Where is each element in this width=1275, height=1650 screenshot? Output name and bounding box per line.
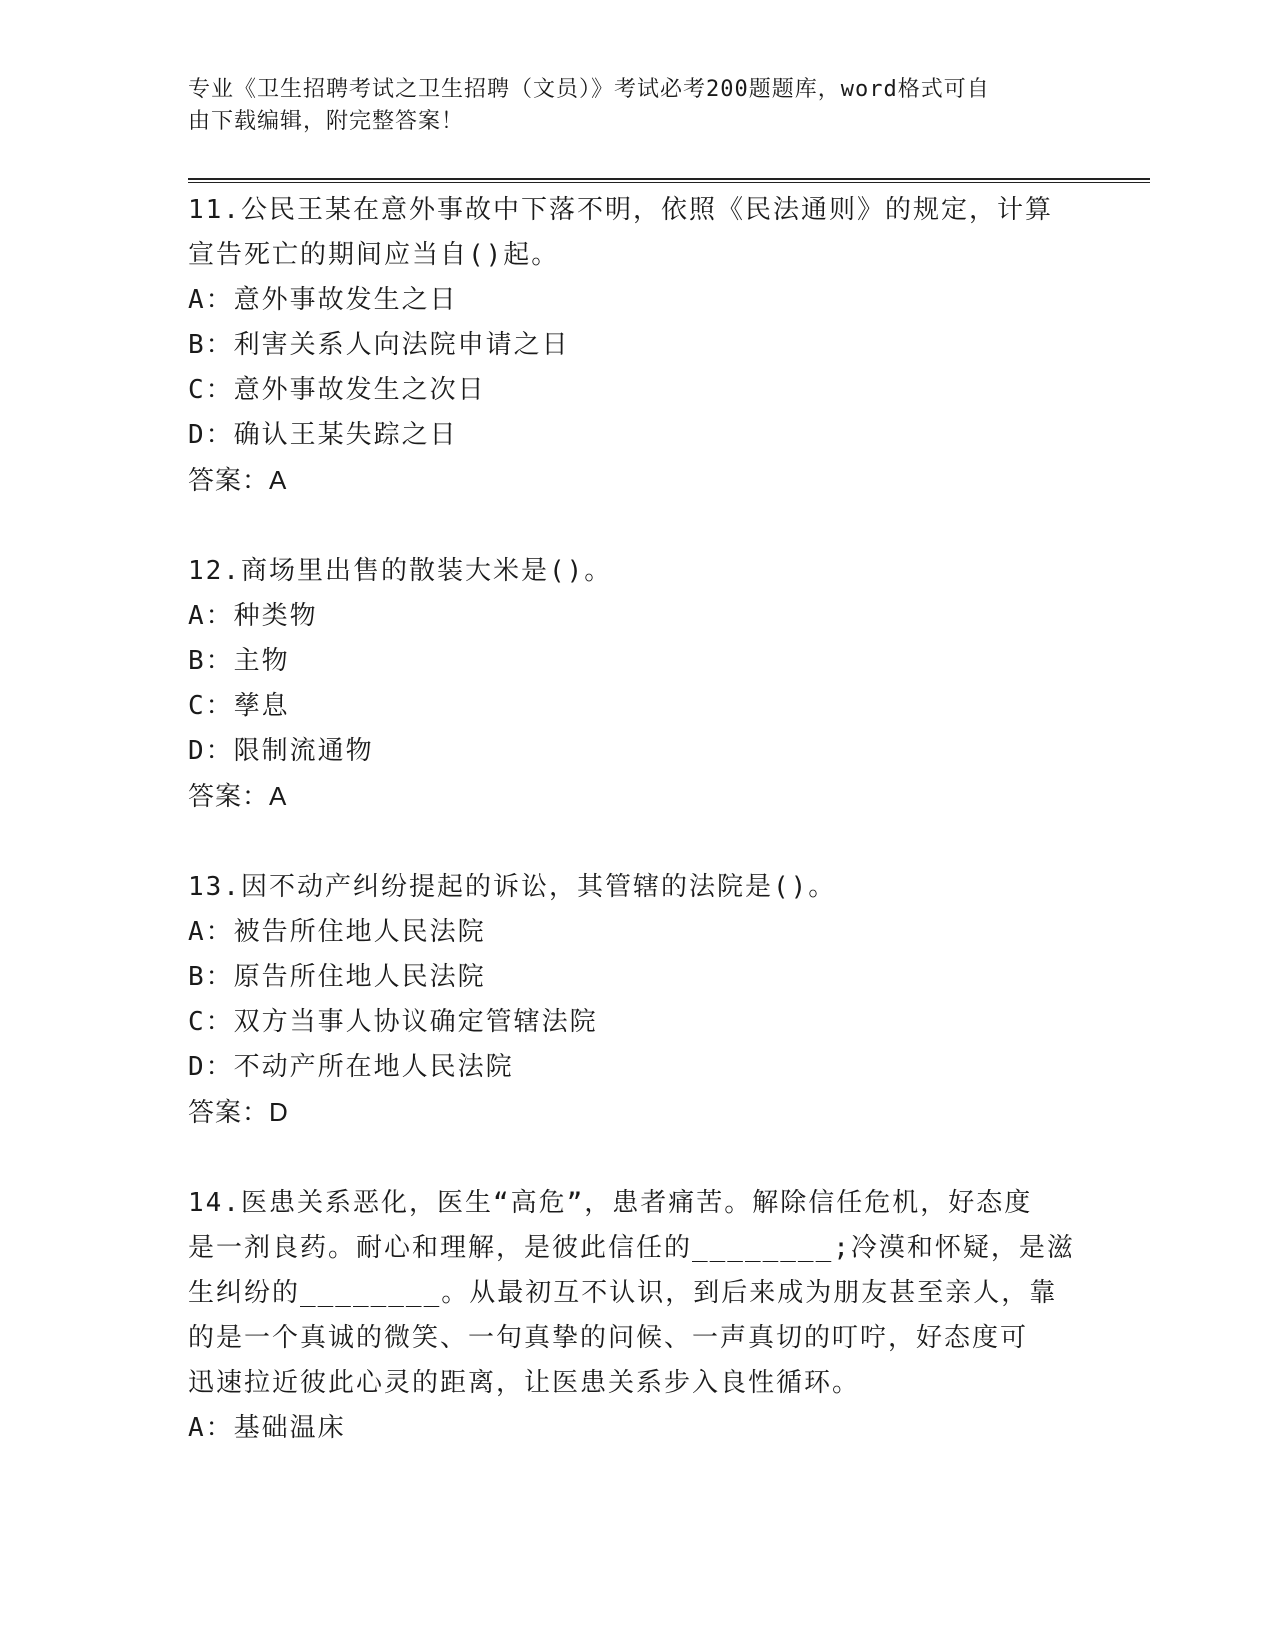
option-d: D：不动产所在地人民法院 [188, 1052, 514, 1082]
header-line-2: 由下载编辑，附完整答案！ [188, 109, 465, 134]
question-12 [188, 549, 1088, 819]
document-header [188, 74, 1068, 138]
header-divider [188, 178, 1150, 183]
question-text-line: 的是一个真诚的微笑、一句真挚的问候、一声真切的叮咛，好态度可 [188, 1323, 1029, 1353]
header-line-1: 专业《卫生招聘考试之卫生招聘（文员）》考试必考200题题库，word格式可自 [188, 77, 990, 102]
question-text-line: 迅速拉近彼此心灵的距离，让医患关系步入良性循环。 [188, 1368, 861, 1398]
question-text-line: 13.因不动产纠纷提起的诉讼，其管辖的法院是()。 [188, 872, 837, 902]
option-b: B：主物 [188, 646, 290, 676]
option-c: C：孳息 [188, 691, 290, 721]
question-text-line: 宣告死亡的期间应当自()起。 [188, 240, 560, 270]
question-13 [188, 865, 1088, 1135]
option-b: B：原告所住地人民法院 [188, 962, 486, 992]
question-text-line: 11.公民王某在意外事故中下落不明，依照《民法通则》的规定，计算 [188, 195, 1053, 225]
option-d: D：确认王某失踪之日 [188, 420, 458, 450]
question-text-line: 14.医患关系恶化，医生“高危”，患者痛苦。解除信任危机，好态度 [188, 1188, 1033, 1218]
option-c: C：意外事故发生之次日 [188, 375, 486, 405]
question-text-line: 生纠纷的________。从最初互不认识，到后来成为朋友甚至亲人，靠 [188, 1278, 1058, 1308]
answer-label: 答案：A [188, 781, 288, 811]
option-a: A：被告所住地人民法院 [188, 917, 486, 947]
option-a: A：基础温床 [188, 1413, 346, 1443]
option-a: A：意外事故发生之日 [188, 285, 458, 315]
question-14 [188, 1181, 1088, 1451]
answer-label: 答案：D [188, 1097, 289, 1127]
question-text-line: 12.商场里出售的散装大米是()。 [188, 556, 613, 586]
option-d: D：限制流通物 [188, 736, 374, 766]
question-text-line: 是一剂良药。耐心和理解，是彼此信任的________;冷漠和怀疑，是滋 [188, 1233, 1075, 1263]
answer-label: 答案：A [188, 465, 288, 495]
question-11 [188, 188, 1088, 503]
question-list [188, 188, 1088, 1497]
option-c: C：双方当事人协议确定管辖法院 [188, 1007, 598, 1037]
option-a: A：种类物 [188, 601, 318, 631]
option-b: B：利害关系人向法院申请之日 [188, 330, 570, 360]
